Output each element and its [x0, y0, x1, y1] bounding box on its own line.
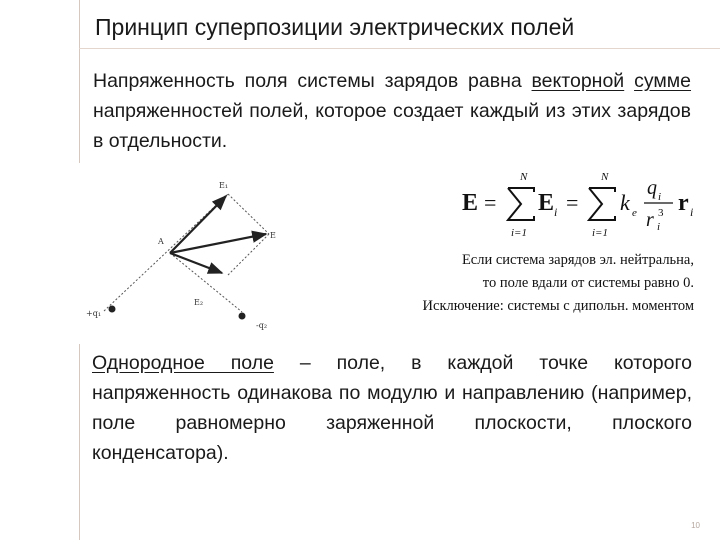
dashed-line-e1-e	[228, 194, 269, 234]
underlined-term-uniform-field: Однородное поле	[92, 352, 274, 374]
vector-e2	[170, 253, 222, 273]
title-divider	[79, 48, 720, 49]
underlined-word-vector: векторной	[531, 70, 625, 92]
formula-E: E	[462, 190, 479, 216]
left-border-line-lower	[79, 344, 80, 540]
formula-k: k	[620, 190, 630, 215]
formula-r-vector: r	[678, 190, 689, 216]
label-q1: +q₁	[86, 309, 102, 318]
sum-sign-2	[589, 188, 615, 220]
formula-r-denominator-power: 3	[658, 207, 664, 219]
superposition-formula	[458, 168, 708, 246]
vector-diagram	[82, 168, 282, 338]
sum2-upper-limit: N	[601, 171, 609, 183]
page-number: 10	[691, 521, 700, 530]
uniform-field-definition	[92, 348, 692, 468]
slide-title: Принцип суперпозиции электрических полей	[95, 14, 575, 40]
uniform-field-text: – поле, в каждой точке которого напряженность одинакова по модулю и направлению (например, поле равномерно заряженной плоскости, плоского конденсатора).	[92, 352, 692, 464]
sum1-upper-limit: N	[520, 171, 528, 183]
sum-sign-1	[508, 188, 534, 220]
sum2-lower-limit: i=1	[592, 227, 608, 239]
formula-k-subscript: e	[632, 207, 637, 219]
underlined-word-sum: сумме	[634, 70, 692, 92]
left-border-line	[79, 0, 80, 163]
neutral-system-note	[423, 249, 694, 318]
formula-r-denominator-subscript: i	[657, 221, 661, 233]
superposition-definition	[93, 66, 691, 156]
note-line-1: Если система зарядов эл. нейтральна,	[461, 252, 694, 268]
dashed-line-a-q2	[170, 253, 242, 312]
formula-Ei-subscript: i	[554, 205, 558, 219]
label-e2: E₂	[194, 298, 204, 307]
charge-q2	[239, 313, 246, 320]
charge-q1	[109, 306, 116, 313]
formula-r-denominator: r	[646, 209, 654, 231]
formula-equals-2: =	[566, 190, 579, 215]
sum1-lower-limit: i=1	[511, 227, 527, 239]
formula-Ei: E	[538, 190, 555, 216]
label-a: A	[158, 237, 164, 246]
definition-text-end: напряженностей полей, которое создает каждый из этих зарядов в отдельности.	[93, 100, 691, 152]
label-e1: E₁	[219, 181, 229, 190]
note-line-2: то поле вдали от системы равно 0.	[482, 275, 694, 291]
formula-q: q	[647, 177, 657, 199]
space	[624, 70, 634, 92]
label-q2: -q₂	[256, 321, 268, 330]
note-line-3: Исключение: системы с дипольн. моментом	[422, 298, 694, 314]
formula-equals-1: =	[484, 190, 497, 215]
formula-q-subscript: i	[658, 191, 662, 203]
definition-text-start: Напряженность поля системы зарядов равна	[93, 70, 532, 92]
label-e: E	[270, 231, 276, 240]
formula-r-subscript: i	[690, 205, 694, 219]
